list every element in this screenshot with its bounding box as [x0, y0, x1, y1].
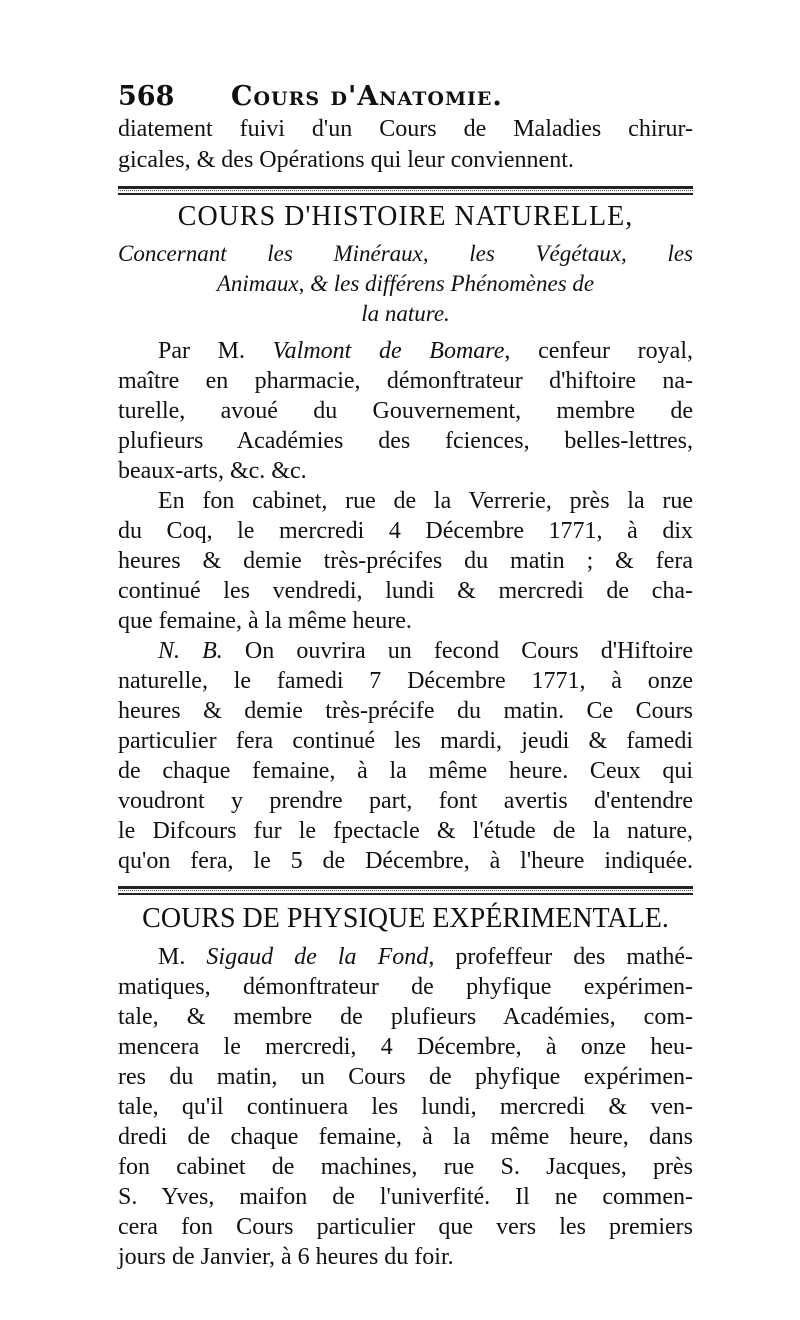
- intro-line: gicales, & des Opérations qui leur conviennent.: [118, 147, 574, 173]
- paragraph-line: matiques, démonftrateur de phyfique expérimen-: [118, 974, 693, 1000]
- paragraph-line: que femaine, à la même heure.: [118, 608, 412, 634]
- author-name: Valmont de Bomare: [272, 338, 505, 364]
- author-name: Sigaud de la Fond: [206, 944, 429, 970]
- paragraph-line: fon cabinet de machines, rue S. Jacques, près: [118, 1154, 693, 1180]
- text-run: , cenfeur royal,: [504, 338, 693, 364]
- paragraph-line: qu'on fera, le 5 de Décembre, à l'heure indiquée.: [118, 848, 693, 874]
- paragraph-line: [118, 336, 693, 366]
- section-divider: [118, 886, 693, 895]
- paragraph-line: S. Yves, maifon de l'univerfité. Il ne commen-: [118, 1184, 693, 1210]
- running-head: [118, 80, 693, 114]
- text-run: , profeffeur des mathé-: [428, 944, 693, 970]
- paragraph-line: beaux-arts, &c. &c.: [118, 458, 307, 484]
- text-run: M.: [158, 944, 207, 970]
- text-run: On ouvrira un fecond Cours d'Hiftoire: [222, 638, 693, 664]
- paragraph-line: cera fon Cours particulier que vers les premiers: [118, 1214, 693, 1240]
- paragraph-line: maître en pharmacie, démonftrateur d'hiftoire na-: [118, 368, 693, 394]
- section-title-physique-experimentale: COURS DE PHYSIQUE EXPÉRIMENTALE.: [142, 903, 669, 934]
- paragraph-line: de chaque femaine, à la même heure. Ceux qui: [118, 758, 693, 784]
- section-subtitle: la nature.: [361, 301, 450, 326]
- paragraph-line: dredi de chaque femaine, à la même heure, dans: [118, 1124, 693, 1150]
- section-title-histoire-naturelle: COURS D'HISTOIRE NATURELLE,: [177, 201, 634, 232]
- paragraph-line: mencera le mercredi, 4 Décembre, à onze heu-: [118, 1034, 693, 1060]
- paragraph-line: jours de Janvier, à 6 heures du foir.: [118, 1244, 454, 1270]
- paragraph-line: plufieurs Académies des fciences, belles-lettres,: [118, 428, 693, 454]
- paragraph-line: En fon cabinet, rue de la Verrerie, près la rue: [158, 488, 693, 514]
- paragraph-line: res du matin, un Cours de phyfique expérimen-: [118, 1064, 693, 1090]
- section-divider: [118, 186, 693, 195]
- section-subtitle: Animaux, & les différens Phénomènes de: [216, 271, 595, 296]
- paragraph-line: tale, qu'il continuera les lundi, mercredi & ven-: [118, 1094, 693, 1120]
- text-run: Par M.: [158, 338, 273, 364]
- paragraph-line: [118, 636, 693, 666]
- paragraph-line: naturelle, le famedi 7 Décembre 1771, à onze: [118, 668, 693, 694]
- nb-label: N. B.: [158, 638, 223, 664]
- paragraph-line: heures & demie très-précife du matin. Ce Cours: [118, 698, 693, 724]
- paragraph-line: tale, & membre de plufieurs Académies, com-: [118, 1004, 693, 1030]
- paragraph-line: [118, 942, 693, 972]
- paragraph-line: particulier fera continué les mardi, jeudi & famedi: [118, 728, 693, 754]
- paragraph-line: turelle, avoué du Gouvernement, membre de: [118, 398, 693, 424]
- running-title: Cours d'Anatomie.: [230, 81, 503, 112]
- intro-line: diatement fuivi d'un Cours de Maladies chirur-: [118, 116, 693, 142]
- paragraph-line: du Coq, le mercredi 4 Décembre 1771, à dix: [118, 518, 693, 544]
- paragraph-line: continué les vendredi, lundi & mercredi de cha-: [118, 578, 693, 604]
- page-number: 568: [118, 81, 175, 112]
- paragraph-line: heures & demie très-précifes du matin ; & fera: [118, 548, 693, 574]
- paragraph-line: voudront y prendre part, font avertis d'entendre: [118, 788, 693, 814]
- paragraph-line: le Difcours fur le fpectacle & l'étude de la nature,: [118, 818, 693, 844]
- section-subtitle: Concernant les Minéraux, les Végétaux, les: [118, 241, 693, 266]
